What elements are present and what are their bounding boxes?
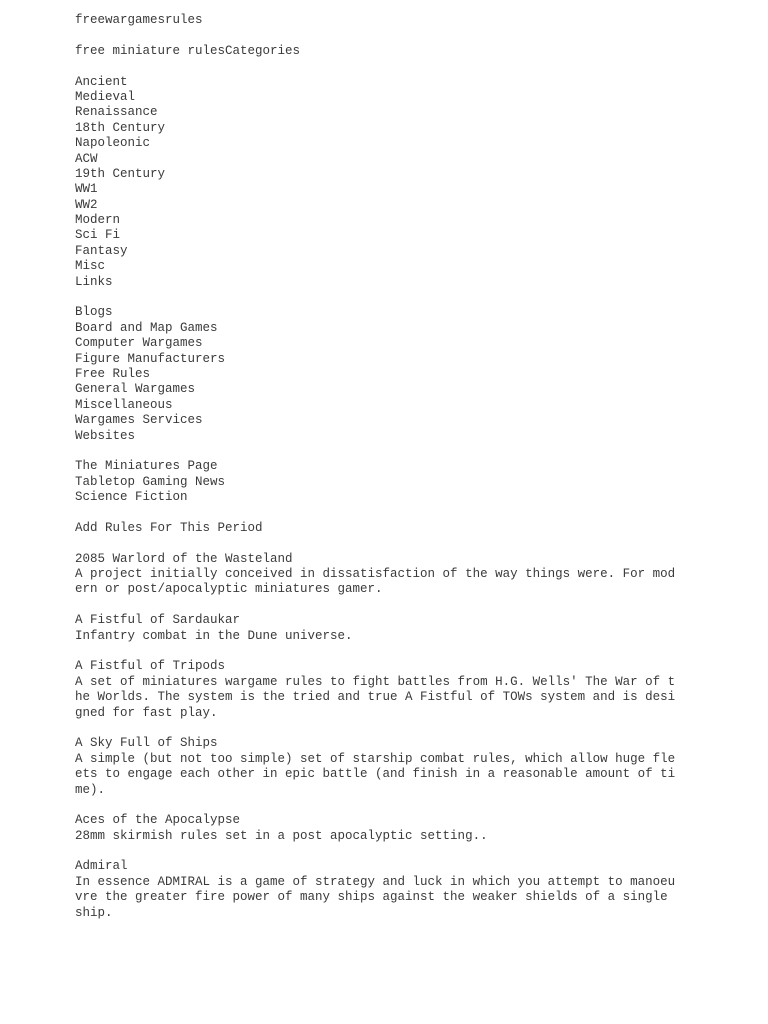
rule-title-link[interactable]: A Fistful of Tripods bbox=[75, 659, 226, 674]
list-item bbox=[75, 813, 695, 844]
add-rules-link[interactable]: Add Rules For This Period bbox=[75, 520, 263, 535]
rule-description-line: In essence ADMIRAL is a game of strategy and luck in which you attempt to manoeu bbox=[75, 874, 676, 889]
rule-description-line: 28mm skirmish rules set in a post apocalyptic setting.. bbox=[75, 828, 488, 843]
link-category-websites[interactable]: Websites bbox=[75, 428, 136, 443]
period-link-19th-century[interactable]: 19th Century bbox=[75, 166, 166, 181]
spacer bbox=[75, 844, 695, 859]
link-category-figure-manufacturers[interactable]: Figure Manufacturers bbox=[75, 351, 226, 366]
spacer bbox=[75, 59, 695, 74]
rules-list bbox=[75, 552, 695, 921]
rule-description-line: A set of miniatures wargame rules to fight battles from H.G. Wells' The War of t bbox=[75, 674, 676, 689]
period-link-misc[interactable]: Misc bbox=[75, 259, 106, 274]
period-link-medieval[interactable]: Medieval bbox=[75, 89, 136, 104]
period-link-ww1[interactable]: WW1 bbox=[75, 182, 98, 197]
link-category-board-and-map-games[interactable]: Board and Map Games bbox=[75, 320, 218, 335]
link-categories-nav bbox=[75, 305, 695, 444]
spacer bbox=[75, 798, 695, 813]
period-link-napoleonic[interactable]: Napoleonic bbox=[75, 136, 151, 151]
spacer bbox=[75, 721, 695, 736]
link-category-miscellaneous[interactable]: Miscellaneous bbox=[75, 397, 173, 412]
spacer bbox=[75, 536, 695, 551]
rule-description-line: ets to engage each other in epic battle (and finish in a reasonable amount of ti bbox=[75, 767, 676, 782]
period-link-ancient[interactable]: Ancient bbox=[75, 74, 128, 89]
spacer bbox=[75, 290, 695, 305]
rule-title-link[interactable]: A Fistful of Sardaukar bbox=[75, 613, 241, 628]
spacer bbox=[75, 28, 695, 43]
list-item bbox=[75, 859, 695, 921]
period-link-sci-fi[interactable]: Sci Fi bbox=[75, 228, 121, 243]
list-item bbox=[75, 613, 695, 644]
spacer bbox=[75, 644, 695, 659]
rule-title-link[interactable]: Admiral bbox=[75, 859, 128, 874]
breadcrumb-current-science-fiction: Science Fiction bbox=[75, 490, 188, 505]
rule-description-line: he Worlds. The system is the tried and true A Fistful of TOWs system and is desi bbox=[75, 690, 676, 705]
period-link-fantasy[interactable]: Fantasy bbox=[75, 243, 128, 258]
rule-title-link[interactable]: A Sky Full of Ships bbox=[75, 736, 218, 751]
rule-description-line: ern or post/apocalyptic miniatures gamer. bbox=[75, 582, 383, 597]
rule-description-line: ship. bbox=[75, 905, 113, 920]
rule-description-line: gned for fast play. bbox=[75, 705, 218, 720]
list-item bbox=[75, 659, 695, 721]
period-nav bbox=[75, 75, 695, 290]
spacer bbox=[75, 598, 695, 613]
period-link-modern[interactable]: Modern bbox=[75, 213, 121, 228]
period-link-ww2[interactable]: WW2 bbox=[75, 197, 98, 212]
breadcrumb-tabletop-gaming-news[interactable]: Tabletop Gaming News bbox=[75, 474, 226, 489]
period-link-links[interactable]: Links bbox=[75, 274, 113, 289]
rule-title-link[interactable]: Aces of the Apocalypse bbox=[75, 813, 241, 828]
link-category-wargames-services[interactable]: Wargames Services bbox=[75, 413, 203, 428]
period-link-renaissance[interactable]: Renaissance bbox=[75, 105, 158, 120]
breadcrumb bbox=[75, 459, 695, 505]
rule-description-line: Infantry combat in the Dune universe. bbox=[75, 628, 353, 643]
list-item bbox=[75, 736, 695, 798]
spacer bbox=[75, 444, 695, 459]
spacer bbox=[75, 506, 695, 521]
link-category-free-rules[interactable]: Free Rules bbox=[75, 366, 151, 381]
period-link-18th-century[interactable]: 18th Century bbox=[75, 120, 166, 135]
page-content bbox=[75, 13, 695, 921]
link-category-general-wargames[interactable]: General Wargames bbox=[75, 382, 196, 397]
breadcrumb-miniatures-page[interactable]: The Miniatures Page bbox=[75, 459, 218, 474]
rule-description-line: vre the greater fire power of many ships against the weaker shields of a single bbox=[75, 890, 668, 905]
site-title: freewargamesrules bbox=[75, 13, 203, 27]
period-link-acw[interactable]: ACW bbox=[75, 151, 98, 166]
categories-heading: free miniature rulesCategories bbox=[75, 43, 301, 58]
link-category-blogs[interactable]: Blogs bbox=[75, 305, 113, 320]
list-item bbox=[75, 552, 695, 598]
rule-description-line: A simple (but not too simple) set of starship combat rules, which allow huge fle bbox=[75, 751, 676, 766]
rule-description-line: A project initially conceived in dissatisfaction of the way things were. For mod bbox=[75, 567, 676, 582]
link-category-computer-wargames[interactable]: Computer Wargames bbox=[75, 336, 203, 351]
rule-title-link[interactable]: 2085 Warlord of the Wasteland bbox=[75, 551, 293, 566]
rule-description-line: me). bbox=[75, 782, 106, 797]
